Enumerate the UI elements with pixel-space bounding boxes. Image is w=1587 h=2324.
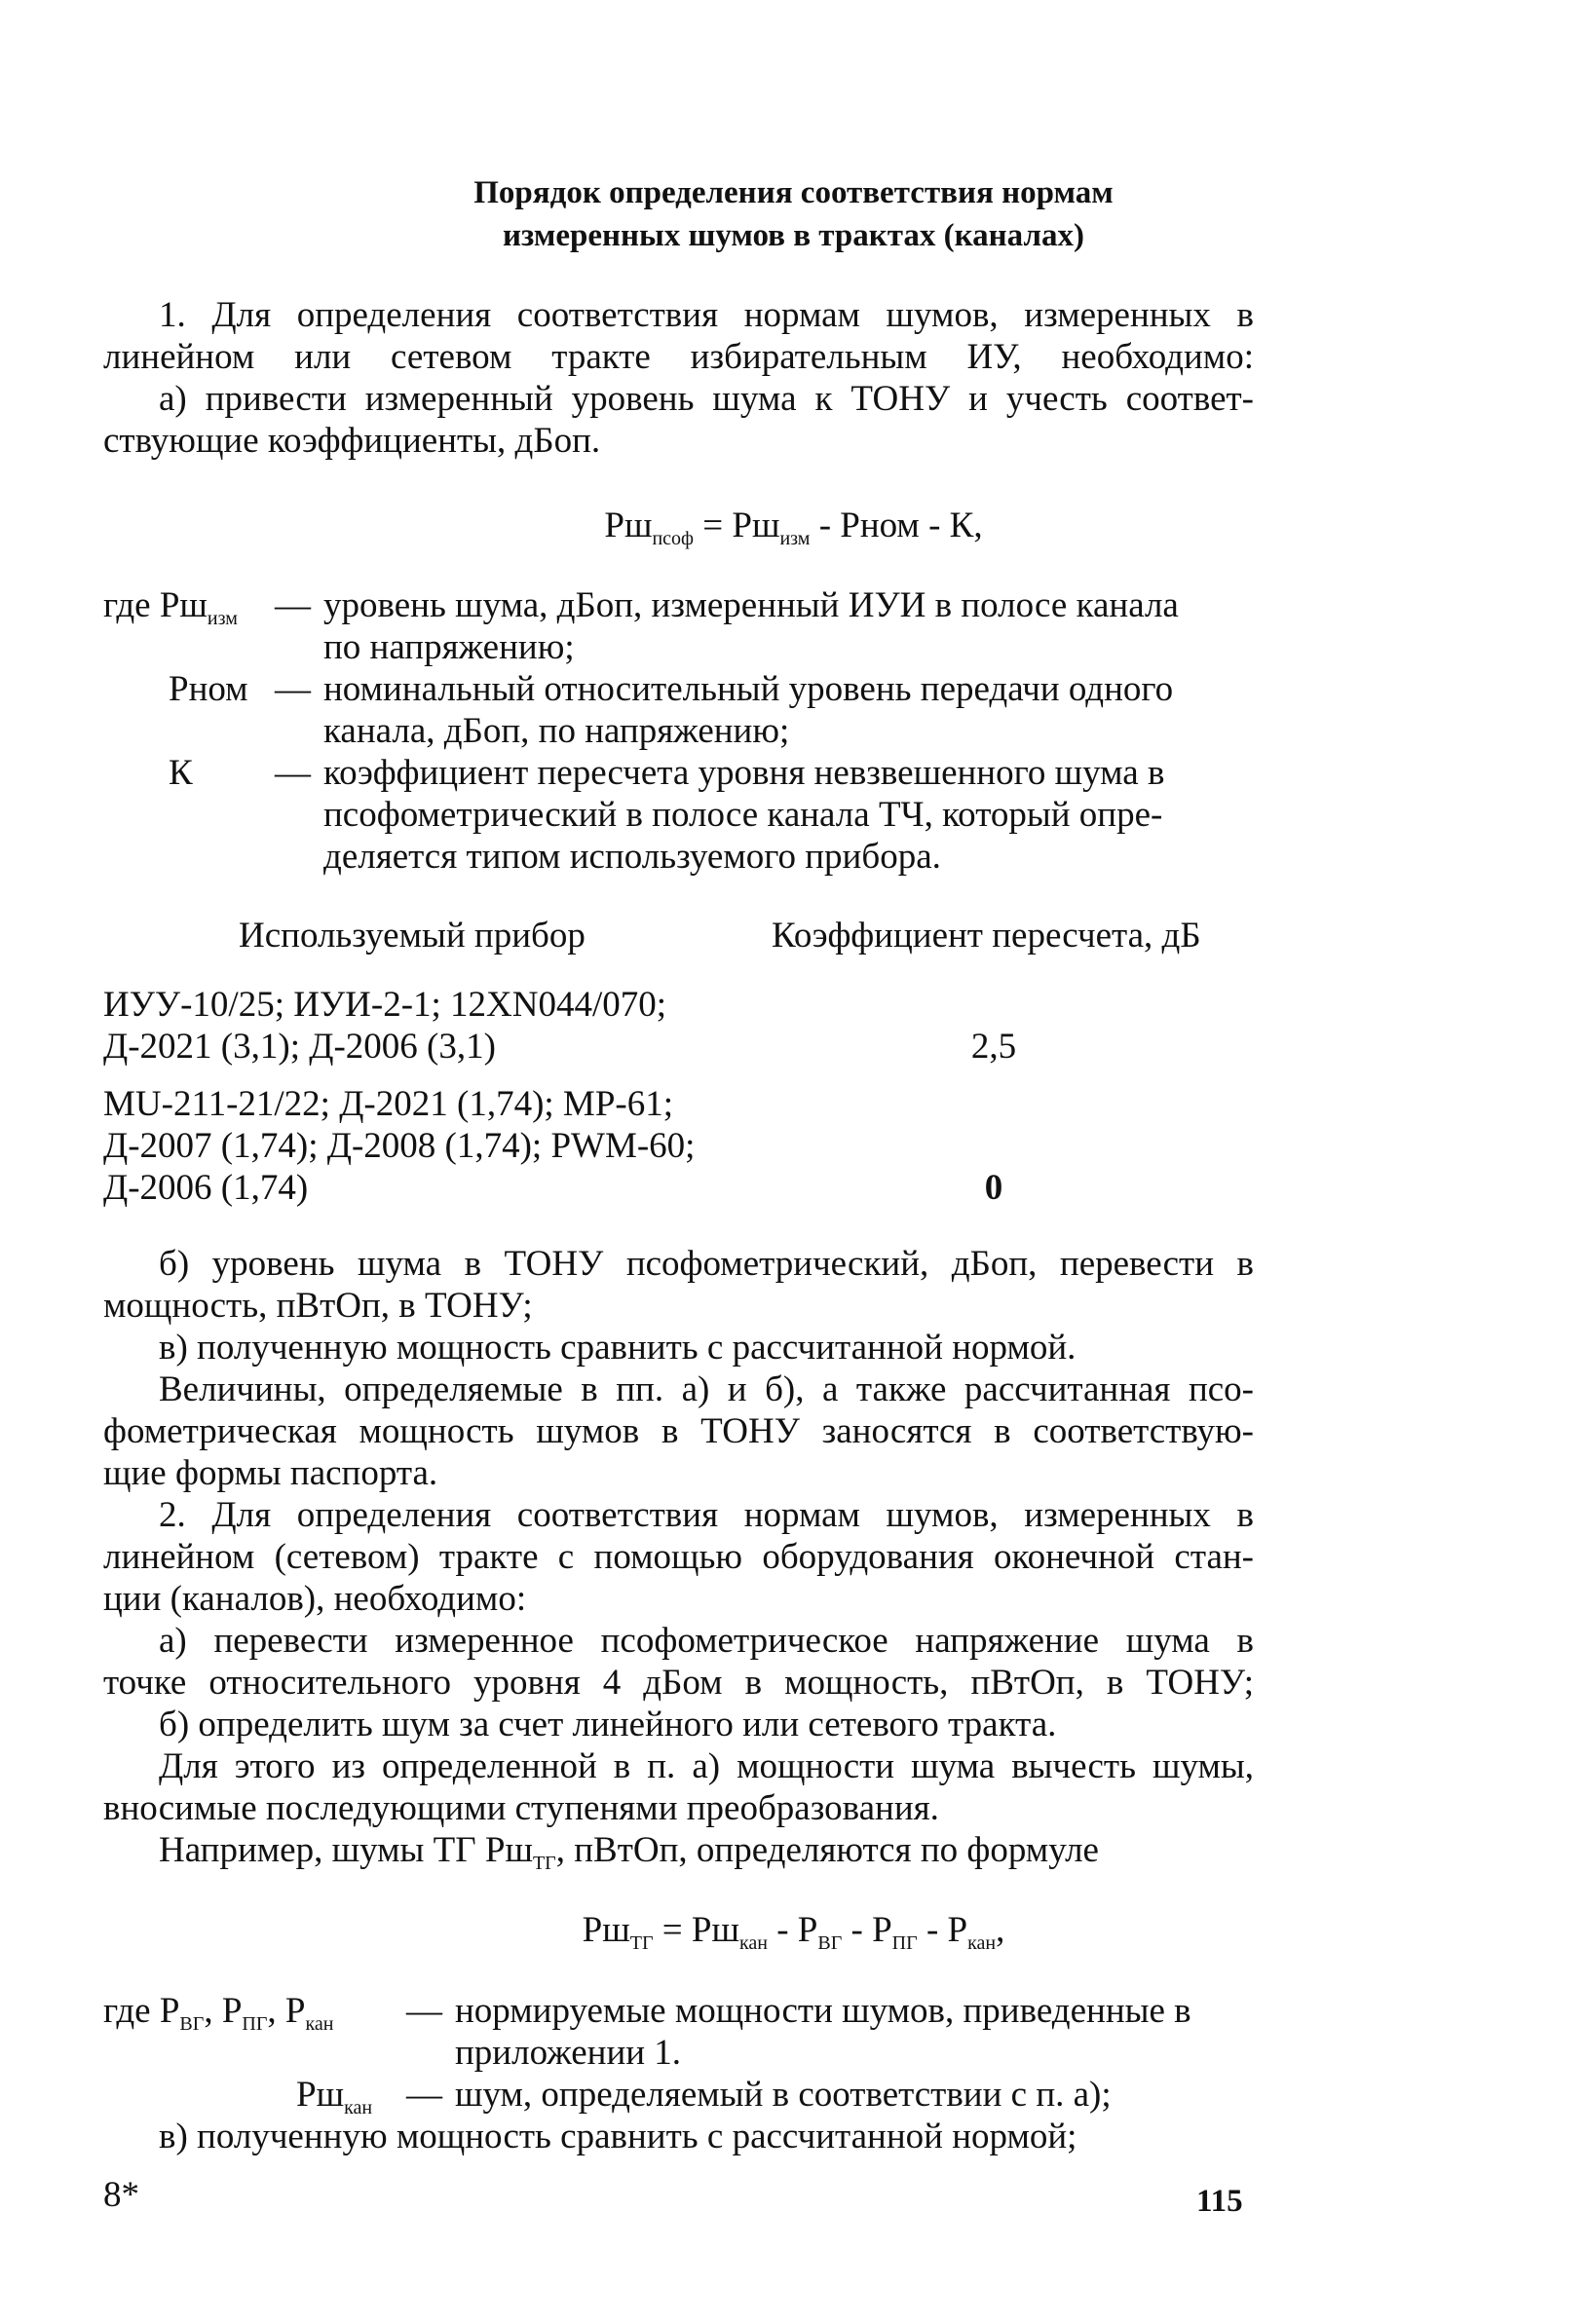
paragraph-line: в) полученную мощность сравнить с рассчитанной нормой; [159,2117,1077,2156]
table-cell-device: MU-211-21/22; Д-2021 (1,74); МР-61; [103,1084,674,1124]
where-term-1: где $Рш_{изм}$ [103,585,238,629]
where-term-2: Рном [169,669,248,709]
paragraph-line: вносимые последующими ступенями преобразования. [103,1788,939,1828]
paragraph-line: 2. Для определения соответствия нормам шумов, измеренных в [159,1495,1254,1535]
paragraph-line: б) уровень шума в ТОНУ псофометрический, дБоп, перевести в [159,1244,1254,1284]
definition-line: номинальный относительный уровень передачи одного [323,669,1174,709]
paragraph-line: Величины, определяемые в пп. а) и б), а также рассчитанная псо- [159,1369,1254,1409]
table-header-device: Используемый прибор [239,916,586,956]
page-title [0,171,1587,257]
signature-mark: 8* [103,2175,139,2215]
table-cell-coefficient: 2,5 [970,1027,1017,1067]
table-cell-device: ИУУ-10/25; ИУИ-2-1; 12XN044/070; [103,985,667,1025]
definition-line: по напряжению; [323,627,575,667]
paragraph-line: Например, шумы ТГ $Рш_{ТГ}$, пВтОп, определяются по формуле [159,1830,1099,1874]
paragraph-line: а) перевести измеренное псофометрическое напряжение шума в [159,1621,1254,1661]
paragraph-line: б) определить шум за счет линейного или сетевого тракта. [159,1705,1057,1744]
where-term: $Рш_{кан}$ [296,2075,373,2118]
definition-line: уровень шума, дБоп, измеренный ИУИ в полосе канала [323,585,1179,625]
paragraph-line: точке относительного уровня 4 дБом в мощность, пВтОп, в ТОНУ; [103,1663,1254,1703]
definition-line: нормируемые мощности шумов, приведенные в [455,1991,1191,2031]
paragraph-line: мощность, пВтОп, в ТОНУ; [103,1286,533,1326]
page-number: 115 [1196,2184,1243,2219]
table-cell-device: Д-2007 (1,74); Д-2008 (1,74); PWM-60; [103,1126,696,1166]
formula-tg-noise: $Рш_{ТГ} = Рш_{кан} - Р_{ВГ} - Р_{ПГ} - Р_{кан}$, [582,1910,1005,1954]
where-term-3: К [169,753,193,793]
paragraph-line: ствующие коэффициенты, дБоп. [103,421,601,461]
paragraph-line: линейном или сетевом тракте избирательным ИУ, необходимо: [103,337,1254,377]
definition-line: коэффициент пересчета уровня невзвешенного шума в [323,753,1165,793]
paragraph-line: фометрическая мощность шумов в ТОНУ заносятся в соответствую- [103,1411,1254,1451]
em-dash: — [275,669,311,709]
table-header-coefficient: Коэффициент пересчета, дБ [772,916,1201,956]
em-dash: — [406,1991,442,2031]
definition-line: шум, определяемый в соответствии с п. а); [455,2075,1112,2115]
where-terms: где $Р_{ВГ}$, $Р_{ПГ}$, $Р_{кан}$ [103,1991,334,2035]
table-cell-coefficient: 0 [984,1168,1003,1208]
definition-line: приложении 1. [455,2033,682,2073]
definition-line: деляется типом используемого прибора. [323,837,941,877]
em-dash: — [275,753,311,793]
paragraph-line: ции (каналов), необходимо: [103,1579,527,1619]
paragraph-line: линейном (сетевом) тракте с помощью оборудования оконечной стан- [103,1537,1254,1577]
paragraph-line: а) привести измеренный уровень шума к ТОНУ и учесть соответ- [159,379,1254,419]
title-line-2: измеренных шумов в трактах (каналах) [503,218,1084,253]
table-cell-device: Д-2021 (3,1); Д-2006 (3,1) [103,1027,496,1067]
table-cell-device: Д-2006 (1,74) [103,1168,309,1208]
paragraph-line: в) полученную мощность сравнить с рассчитанной нормой. [159,1328,1077,1368]
em-dash: — [406,2075,442,2115]
title-line-1: Порядок определения соответствия нормам [473,175,1114,210]
formula-psoph: $Рш_{псоф} = Рш_{изм}$ - Рном - К, [604,506,983,549]
paragraph-line: щие формы паспорта. [103,1453,438,1493]
definition-line: псофометрический в полосе канала ТЧ, который опре- [323,795,1163,835]
em-dash: — [275,585,311,625]
definition-line: канала, дБоп, по напряжению; [323,711,790,751]
paragraph-line: 1. Для определения соответствия нормам шумов, измеренных в [159,295,1254,335]
paragraph-line: Для этого из определенной в п. а) мощности шума вычесть шумы, [159,1746,1254,1786]
